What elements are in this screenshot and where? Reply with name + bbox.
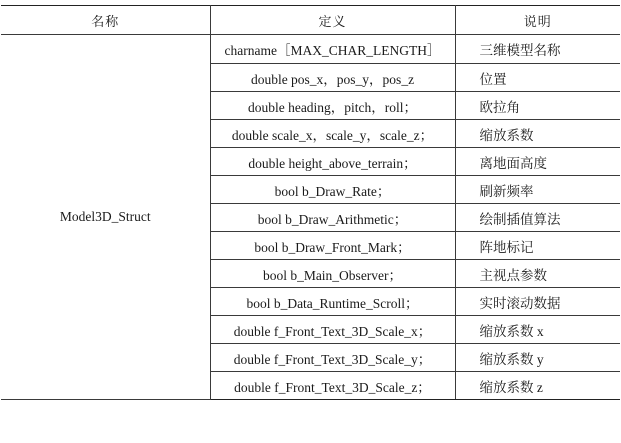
struct-name-cell: Model3D_Struct — [1, 35, 210, 400]
definition-cell: bool b_Draw_Front_Mark； — [210, 232, 455, 260]
description-cell: 缩放系数 x — [455, 316, 620, 344]
definition-cell: double f_Front_Text_3D_Scale_z； — [210, 372, 455, 400]
definition-cell: double f_Front_Text_3D_Scale_x； — [210, 316, 455, 344]
description-cell: 缩放系数 — [455, 120, 620, 148]
definition-cell: bool b_Main_Observer； — [210, 260, 455, 288]
description-cell: 三维模型名称 — [455, 35, 620, 64]
struct-definition-table — [1, 5, 620, 400]
definition-cell: bool b_Draw_Arithmetic； — [210, 204, 455, 232]
definition-cell: bool b_Data_Runtime_Scroll； — [210, 288, 455, 316]
description-cell: 阵地标记 — [455, 232, 620, 260]
description-cell: 缩放系数 y — [455, 344, 620, 372]
definition-cell: double f_Front_Text_3D_Scale_y； — [210, 344, 455, 372]
description-cell: 实时滚动数据 — [455, 288, 620, 316]
description-cell: 离地面高度 — [455, 148, 620, 176]
definition-cell: double pos_x，pos_y，pos_z — [210, 64, 455, 92]
description-cell: 位置 — [455, 64, 620, 92]
description-cell: 缩放系数 z — [455, 372, 620, 400]
definition-cell: double heading，pitch，roll； — [210, 92, 455, 120]
table-header-row — [1, 6, 620, 35]
description-cell: 刷新频率 — [455, 176, 620, 204]
definition-cell: double scale_x，scale_y，scale_z； — [210, 120, 455, 148]
description-cell: 欧拉角 — [455, 92, 620, 120]
definition-cell: double height_above_terrain； — [210, 148, 455, 176]
definition-cell: bool b_Draw_Rate； — [210, 176, 455, 204]
description-cell: 绘制插值算法 — [455, 204, 620, 232]
description-cell: 主视点参数 — [455, 260, 620, 288]
definition-cell: charname［MAX_CHAR_LENGTH］ — [210, 35, 455, 64]
header-definition: 定义 — [210, 6, 455, 35]
header-name: 名称 — [1, 6, 210, 35]
header-description: 说明 — [455, 6, 620, 35]
table-row — [1, 35, 620, 64]
